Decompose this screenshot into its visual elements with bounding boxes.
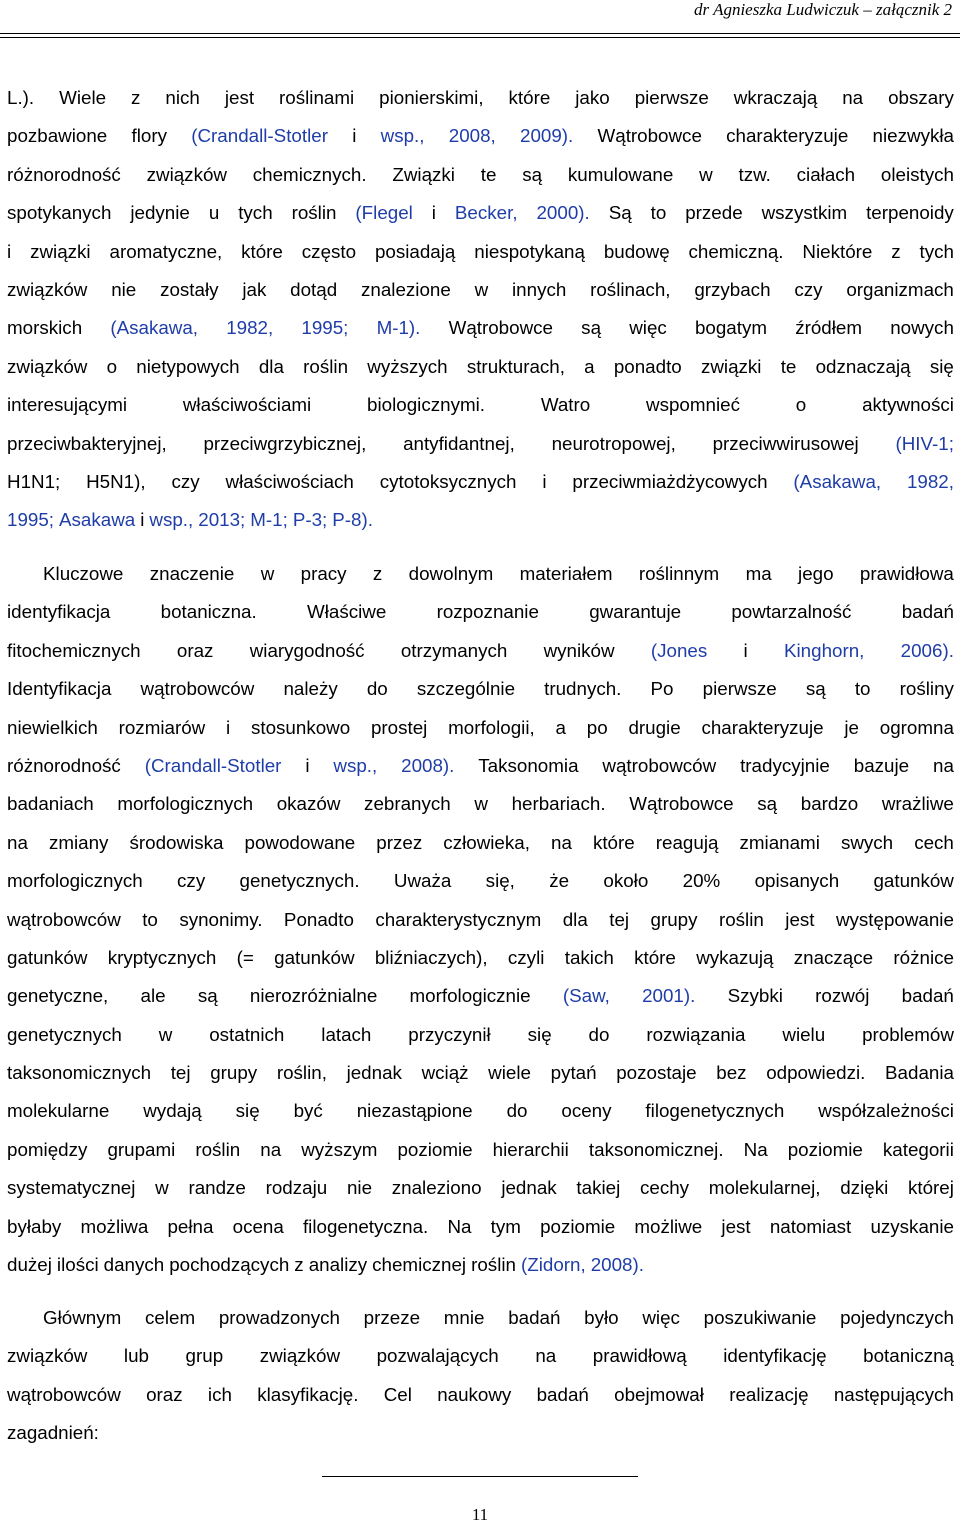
text-line: L.). Wiele z nich jest roślinami pionierskimi, które jako pierwsze wkraczają na obszary bbox=[7, 87, 954, 108]
text-line: związków lub grup związków pozwalających na prawidłową identyfikację botaniczną bbox=[7, 1345, 954, 1367]
paragraph-1 bbox=[7, 79, 954, 540]
text-line: badaniach morfologicznych okazów zebranych w herbariach. Wątrobowce są bardzo wrażliwe bbox=[7, 793, 954, 815]
text-line: różnorodność (Crandall-Stotler i wsp., 2008). Taksonomia wątrobowców tradycyjnie bazuje na bbox=[7, 754, 954, 776]
paragraph-2 bbox=[7, 555, 954, 1284]
text-line: taksonomicznych tej grupy roślin, jednak wciąż wiele pytań pozostaje bez odpowiedzi. Badania bbox=[7, 1062, 954, 1084]
text-line: genetycznych w ostatnich latach przyczynił się do rozwiązania wielu problemów bbox=[7, 1023, 954, 1045]
text-line: 1995; Asakawa i wsp., 2013; M-1; P-3; P-8). bbox=[7, 509, 373, 531]
text-line: dużej ilości danych pochodzących z analizy chemicznej roślin (Zidorn, 2008). bbox=[7, 1254, 644, 1276]
text-line: na zmiany środowiska powodowane przez człowieka, na które reagują zmianami swych cech bbox=[7, 831, 954, 853]
header-rule-secondary bbox=[0, 37, 960, 38]
text-line: związków nie zostały jak dotąd znalezione w innych roślinach, grzybach czy organizmach bbox=[7, 278, 954, 300]
text-line: różnorodność związków chemicznych. Związki te są kumulowane w tzw. ciałach oleistych bbox=[7, 163, 954, 185]
page-header bbox=[0, 0, 960, 36]
paragraph-3 bbox=[7, 1299, 954, 1453]
text-line: systematycznej w randze rodzaju nie znaleziono jednak takiej cechy molekularnej, dzięki której bbox=[7, 1177, 954, 1199]
footer-rule bbox=[322, 1476, 638, 1477]
text-line: zagadnień: bbox=[7, 1422, 99, 1444]
text-line: i związki aromatyczne, które często posiadają niespotykaną budowę chemiczną. Niektóre z tych bbox=[7, 240, 954, 262]
text-line: molekularne wydają się być niezastąpione do oceny filogenetycznych współzależności bbox=[7, 1100, 954, 1122]
text-line: morskich (Asakawa, 1982, 1995; M-1). Wątrobowce są więc bogatym źródłem nowych bbox=[7, 317, 954, 339]
header-rule bbox=[0, 33, 960, 34]
header-title: dr Agnieszka Ludwiczuk – załącznik 2 bbox=[694, 0, 952, 19]
text-line: Identyfikacja wątrobowców należy do szczególnie trudnych. Po pierwsze są to rośliny bbox=[7, 678, 954, 700]
text-line: Kluczowe znaczenie w pracy z dowolnym materiałem roślinnym ma jego prawidłowa bbox=[43, 563, 954, 584]
text-line: fitochemicznych oraz wiarygodność otrzymanych wyników (Jones i Kinghorn, 2006). bbox=[7, 639, 954, 661]
text-line: niewielkich rozmiarów i stosunkowo prostej morfologii, a po drugie charakteryzuje je ogromna bbox=[7, 716, 954, 738]
text-line: identyfikacja botaniczna. Właściwe rozpoznanie gwarantuje powtarzalność badań bbox=[7, 601, 954, 623]
text-line: interesującymi właściwościami biologicznymi. Watro wspomnieć o aktywności bbox=[7, 394, 954, 416]
text-line: przeciwbakteryjnej, przeciwgrzybicznej, antyfidantnej, neurotropowej, przeciwwirusowej (HIV-1; bbox=[7, 432, 954, 454]
text-line: pozbawione flory (Crandall-Stotler i wsp., 2008, 2009). Wątrobowce charakteryzuje niezwykła bbox=[7, 125, 954, 147]
text-line: morfologicznych czy genetycznych. Uważa się, że około 20% opisanych gatunków bbox=[7, 870, 954, 892]
text-line: spotykanych jedynie u tych roślin (Flegel i Becker, 2000). Są to przede wszystkim terpenoidy bbox=[7, 202, 954, 224]
text-line: Głównym celem prowadzonych przeze mnie badań było więc poszukiwanie pojedynczych bbox=[43, 1307, 954, 1328]
text-line: pomiędzy grupami roślin na wyższym poziomie hierarchii taksonomicznej. Na poziomie kategorii bbox=[7, 1138, 954, 1160]
text-line: H1N1; H5N1), czy właściwościach cytotoksycznych i przeciwmiażdżycowych (Asakawa, 1982, bbox=[7, 470, 954, 492]
text-line: wątrobowców to synonimy. Ponadto charakterystycznym dla tej grupy roślin jest występowanie bbox=[7, 908, 954, 930]
text-line: wątrobowców oraz ich klasyfikację. Cel naukowy badań obejmował realizację następujących bbox=[7, 1383, 954, 1405]
text-line: gatunków kryptycznych (= gatunków bliźniaczych), czyli takich które wykazują znaczące różnice bbox=[7, 946, 954, 968]
text-line: genetyczne, ale są nierozróżnialne morfologicznie (Saw, 2001). Szybki rozwój badań bbox=[7, 985, 954, 1007]
text-line: byłaby możliwa pełna ocena filogenetyczna. Na tym poziomie możliwe jest natomiast uzyskanie bbox=[7, 1215, 954, 1237]
page-number: 11 bbox=[471, 1505, 489, 1524]
text-line: związków o nietypowych dla roślin wyższych strukturach, a ponadto związki te odznaczają się bbox=[7, 355, 954, 377]
